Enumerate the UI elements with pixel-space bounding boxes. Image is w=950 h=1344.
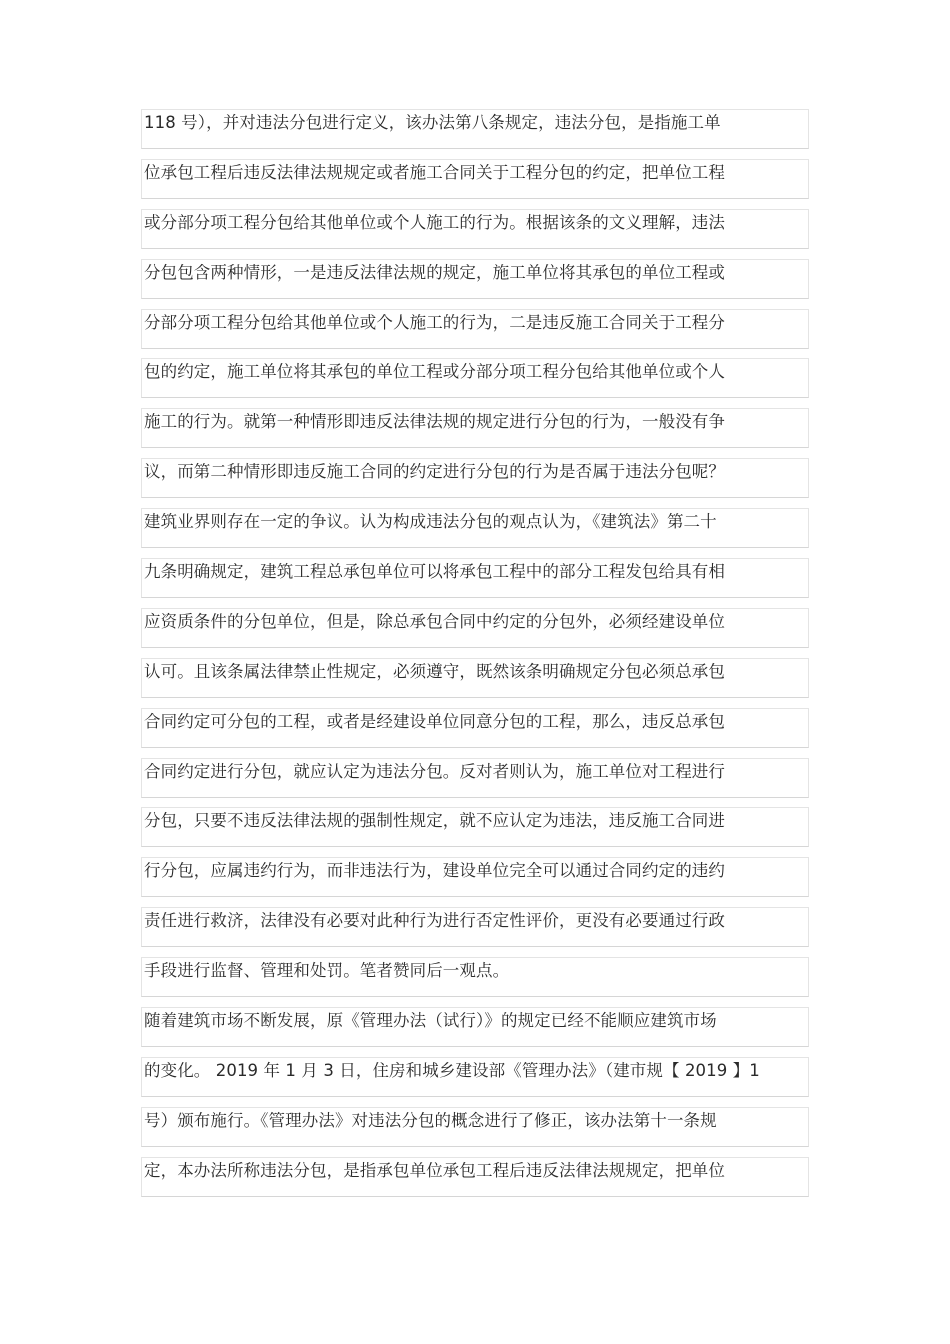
text-line (141, 748, 809, 798)
line-text: 118 号），并对违法分包进行定义，该办法第八条规定，违法分包，是指施工单 (144, 113, 721, 132)
text-line (141, 498, 809, 548)
line-text: 手段进行监督、管理和处罚。笔者赞同后一观点。 (144, 961, 510, 981)
line-text: 位承包工程后违反法律法规规定或者施工合同关于工程分包的约定，把单位工程 (144, 162, 725, 182)
text-line (141, 398, 809, 448)
line-text: 定，本办法所称违法分包，是指承包单位承包工程后违反法律法规规定，把单位 (144, 1160, 725, 1180)
line-text: 建筑业界则存在一定的争议。认为构成违法分包的观点认为，《建筑法》第二十 (144, 512, 717, 532)
text-line (141, 348, 809, 398)
line-text: 施工的行为。就第一种情形即违反法律法规的规定进行分包的行为，一般没有争 (144, 412, 725, 432)
line-text: 行分包，应属违约行为，而非违法行为，建设单位完全可以通过合同约定的违约 (144, 861, 725, 881)
text-line (141, 1097, 809, 1147)
line-text: 认可。且该条属法律禁止性规定，必须遵守，既然该条明确规定分包必须总承包 (144, 661, 725, 681)
text-line (141, 548, 809, 598)
text-line (141, 1147, 809, 1197)
line-text: 分部分项工程分包给其他单位或个人施工的行为，二是违反施工合同关于工程分 (144, 312, 725, 332)
text-line (141, 149, 809, 199)
line-text: 应资质条件的分包单位，但是，除总承包合同中约定的分包外，必须经建设单位 (144, 611, 725, 631)
text-line (141, 99, 809, 149)
line-text: 包的约定，施工单位将其承包的单位工程或分部分项工程分包给其他单位或个人 (144, 362, 725, 382)
line-text: 九条明确规定，建筑工程总承包单位可以将承包工程中的部分工程发包给具有相 (144, 562, 725, 582)
line-text: 分包，只要不违反法律法规的强制性规定，就不应认定为违法，违反施工合同进 (144, 811, 725, 831)
text-line (141, 1047, 809, 1097)
text-line (141, 299, 809, 349)
line-text: 议，而第二种情形即违反施工合同的约定进行分包的行为是否属于违法分包呢？ (144, 462, 725, 482)
text-line (141, 797, 809, 847)
line-text: 或分部分项工程分包给其他单位或个人施工的行为。根据该条的文义理解，违法 (144, 212, 725, 232)
text-line (141, 947, 809, 997)
line-text: 号）颁布施行。《管理办法》对违法分包的概念进行了修正，该办法第十一条规 (144, 1110, 717, 1130)
text-line (141, 648, 809, 698)
text-line (141, 199, 809, 249)
text-line (141, 847, 809, 897)
line-text: 合同约定进行分包，就应认定为违法分包。反对者则认为，施工单位对工程进行 (144, 761, 725, 781)
line-text: 分包包含两种情形，一是违反法律法规的规定，施工单位将其承包的单位工程或 (144, 262, 725, 282)
body-text (141, 99, 809, 1197)
text-line (141, 249, 809, 299)
line-text: 合同约定可分包的工程，或者是经建设单位同意分包的工程，那么，违反总承包 (144, 711, 725, 731)
line-text: 责任进行救济，法律没有必要对此种行为进行否定性评价，更没有必要通过行政 (144, 911, 725, 931)
text-line (141, 448, 809, 498)
line-text: 的变化。 2019 年 1 月 3 日，住房和城乡建设部《管理办法》（建市规【 2019 】1 (144, 1060, 760, 1080)
line-text: 随着建筑市场不断发展，原《管理办法（试行）》的规定已经不能顺应建筑市场 (144, 1011, 717, 1031)
text-line (141, 698, 809, 748)
text-line (141, 897, 809, 947)
text-line (141, 598, 809, 648)
text-line (141, 997, 809, 1047)
